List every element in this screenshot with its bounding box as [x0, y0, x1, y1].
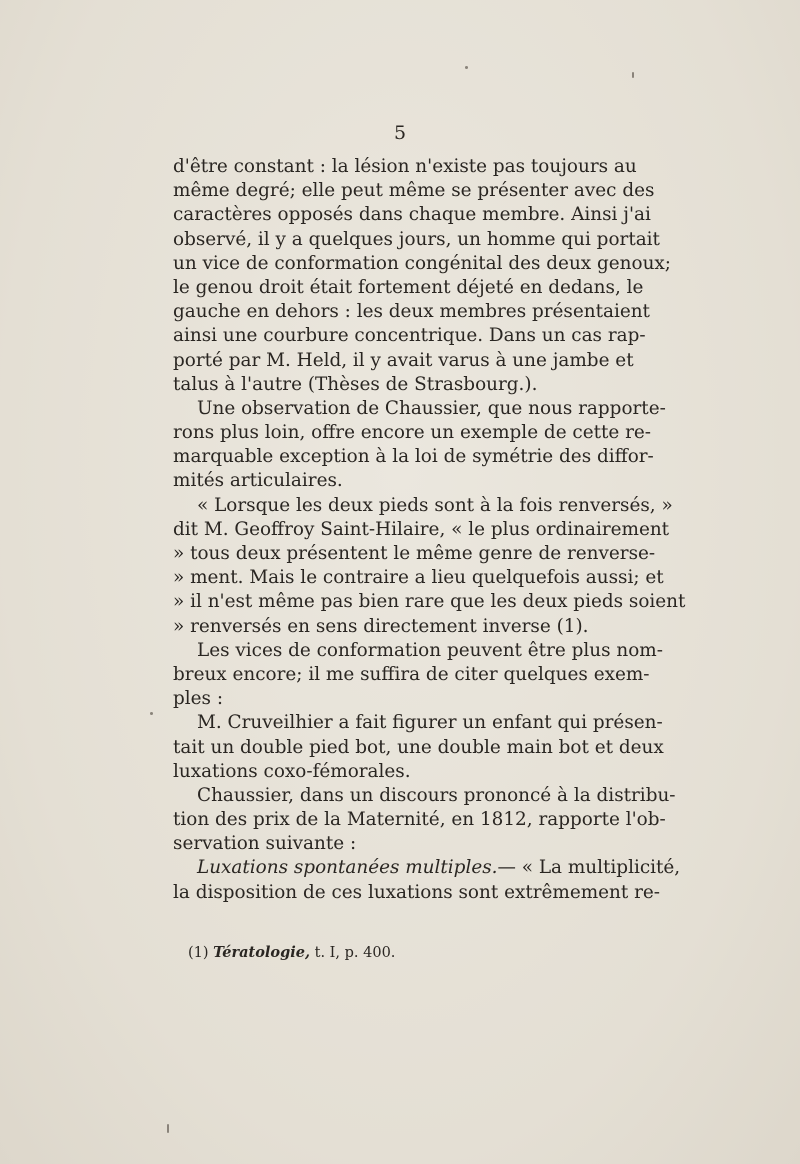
footnote	[188, 944, 395, 961]
text-line: Chaussier, dans un discours prononcé à la distribu-	[197, 784, 676, 806]
footnote-marker: (1)	[188, 945, 209, 961]
footnote-reference: t. I, p. 400.	[314, 945, 396, 961]
italic-heading: Luxations spontanées multiples.	[197, 857, 498, 879]
text-line: d'être constant : la lésion n'existe pas toujours au	[173, 156, 637, 177]
text-line: M. Cruveilhier a fait figurer un enfant qui présen-	[197, 712, 663, 734]
text-line	[173, 856, 681, 880]
text-line: rons plus loin, offre encore un exemple de cette re-	[173, 422, 652, 444]
text-line: ainsi une courbure concentrique. Dans un cas rap-	[173, 325, 646, 347]
text-fragment: — « La multiplicité,	[497, 857, 681, 879]
text-line: tait un double pied bot, une double main bot et deux	[173, 736, 664, 758]
text-line: talus à l'autre (Thèses de Strasbourg.).	[173, 373, 538, 395]
text-line: mités articulaires.	[173, 470, 343, 492]
footnote-title: Tératologie,	[213, 944, 311, 961]
quote-line: dit M. Geoffroy Saint-Hilaire, « le plus ordinairement	[173, 518, 670, 540]
text-line: le genou droit était fortement déjeté en dedans, le	[173, 276, 644, 298]
quote-line: » tous deux présentent le même genre de renverse-	[173, 543, 656, 564]
text-line: marquable exception à la loi de symétrie des diffor-	[173, 446, 654, 468]
text-line: tion des prix de la Maternité, en 1812, rapporte l'ob-	[173, 809, 666, 831]
paper-speck	[150, 712, 153, 715]
text-line: un vice de conformation congénital des deux genoux;	[173, 252, 671, 274]
text-line: même degré; elle peut même se présenter avec des	[173, 180, 655, 202]
quote-line: « Lorsque les deux pieds sont à la fois renversés, »	[197, 494, 673, 516]
text-line: Une observation de Chaussier, que nous rapporte-	[197, 397, 666, 419]
paper-speck	[167, 1124, 169, 1133]
text-line: ples :	[173, 688, 224, 710]
quote-line: » il n'est même pas bien rare que les deux pieds soient	[173, 591, 686, 613]
body-text	[173, 155, 686, 905]
text-line: Les vices de conformation peuvent être plus nom-	[197, 639, 663, 661]
text-line: breux encore; il me suffira de citer quelques exem-	[173, 663, 650, 685]
text-line: servation suivante :	[173, 833, 357, 855]
text-line: la disposition de ces luxations sont extrêmement re-	[173, 881, 661, 903]
text-line: gauche en dehors : les deux membres présentaient	[173, 301, 650, 323]
paper-speck	[465, 66, 468, 69]
quote-line: » ment. Mais le contraire a lieu quelquefois aussi; et	[173, 567, 664, 589]
text-line: caractères opposés dans chaque membre. Ainsi j'ai	[173, 204, 651, 226]
text-line: observé, il y a quelques jours, un homme qui portait	[173, 228, 660, 250]
page-number: 5	[393, 122, 407, 144]
quote-line: » renversés en sens directement inverse (1).	[173, 615, 589, 637]
paper-speck	[632, 72, 634, 78]
text-line: luxations coxo-fémorales.	[173, 760, 411, 782]
text-line: porté par M. Held, il y avait varus à une jambe et	[173, 349, 634, 371]
